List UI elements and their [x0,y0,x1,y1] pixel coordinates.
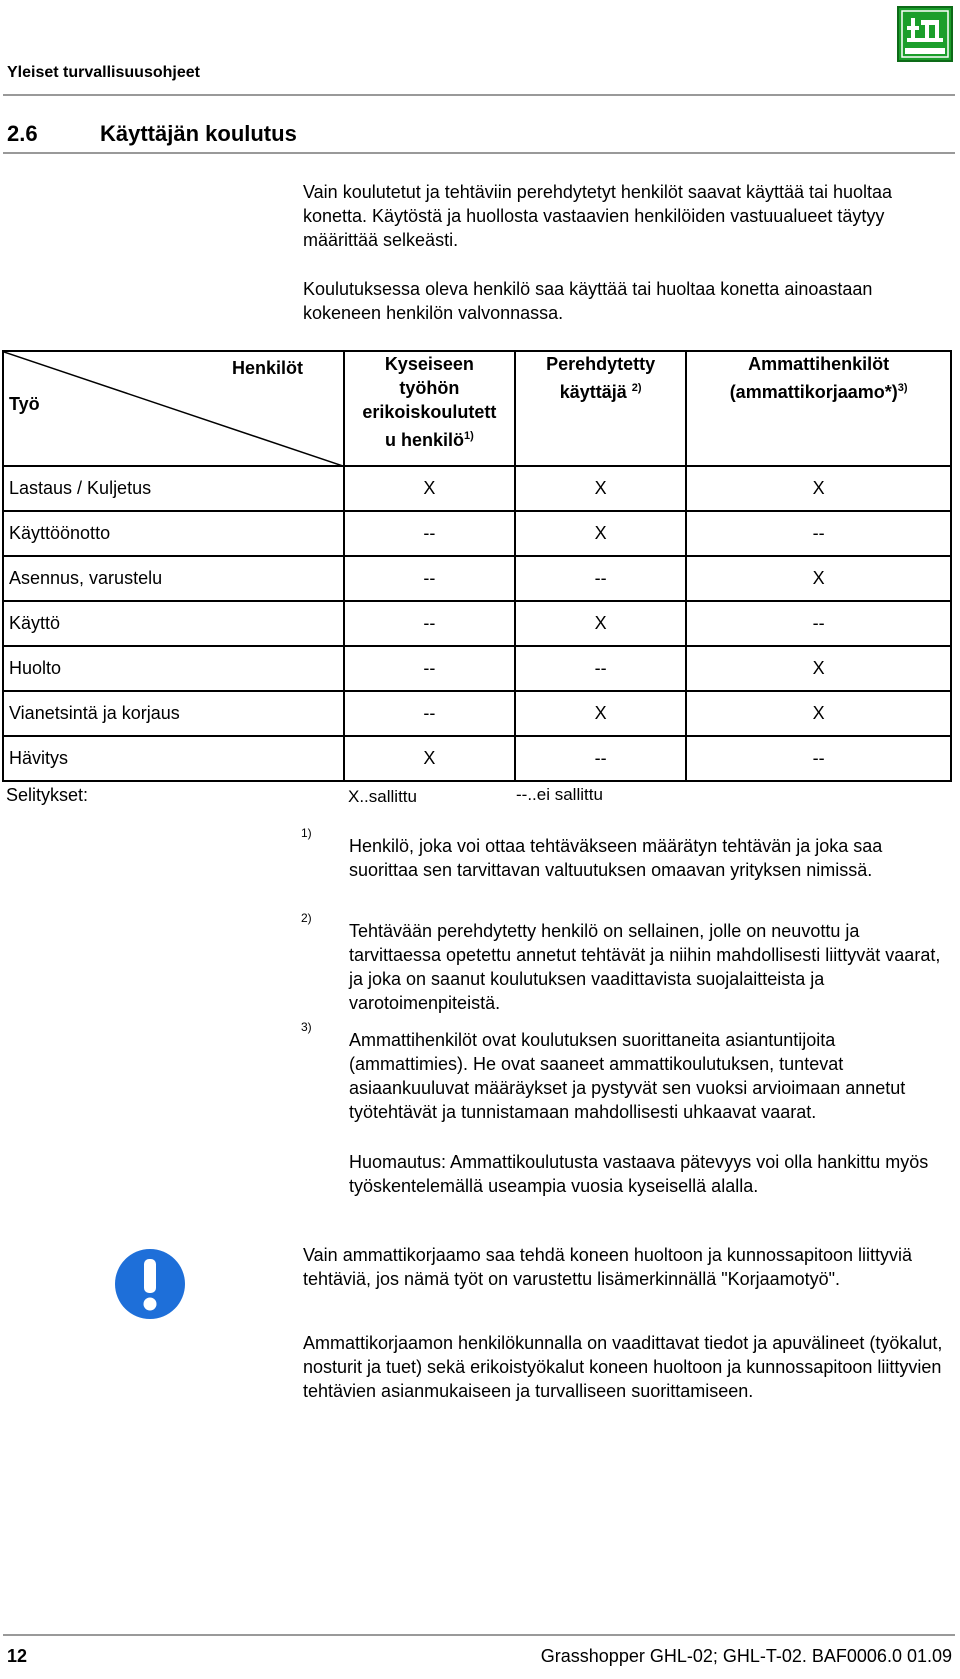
table-cell: -- [515,556,686,601]
table-row [3,466,951,511]
table-row [3,601,951,646]
column-header-line: Ammattihenkilöt [748,354,890,374]
column-header-line: Perehdytetty [546,354,656,374]
row-label: Hävitys [3,736,344,781]
corner-label-henkilot: Henkilöt [232,358,304,378]
table-cell: -- [515,736,686,781]
legend-label: Selitykset: [6,785,89,805]
table-cell: -- [686,511,951,556]
table-cell: X [515,691,686,736]
footnote-number: 3) [301,1020,312,1034]
table-cell: X [686,556,951,601]
table-cell: -- [686,736,951,781]
intro-paragraph-1: Vain koulutetut ja tehtäviin perehdytetyt henkilöt saavat käyttää tai huoltaa konetta. Käytöstä ja huollosta vastaavien henkilöiden vastuualueet täytyy määrittää selkeästi. [303,182,893,250]
document-reference: Grasshopper GHL-02; GHL-T-02. BAF0006.0 01.09 [540,1646,952,1666]
table-cell: X [515,601,686,646]
work-permission-table [2,350,952,782]
page-number: 12 [7,1646,28,1666]
row-label: Asennus, varustelu [3,556,344,601]
column-header-line: työhön [399,378,460,398]
table-corner-cell [3,351,344,466]
table-cell: X [686,466,951,511]
footnote-text: Ammattihenkilöt ovat koulutuksen suorittaneita asiantuntijoita (ammattimies). He ovat saaneet ammattikoulutuksen, tuntevat asiaankuuluvat määräykset ja pystyvät sen vuoksi arvioimaan annetut työtehtävät ja tunnistamaan mahdollisesti uhkaavat vaarat. [349,1030,906,1122]
table-row [3,511,951,556]
header-rule [3,94,955,96]
legend-not-allowed: --..ei sallittu [516,785,603,804]
table-header-row [3,351,951,466]
amazone-logo [897,6,953,62]
table-cell: -- [344,601,515,646]
warning-paragraph-2: Ammattikorjaamon henkilökunnalla on vaadittavat tiedot ja apuvälineet (työkalut, nosturit ja tuet) sekä erikoistyökalut koneen huoltoon ja kunnossapitoon liittyvien tehtävien asianmukaiseen ja turvalliseen suorittamiseen. [303,1333,943,1401]
footnote-ref: 2) [631,382,642,394]
column-header-operator [515,351,686,466]
table-cell: X [344,466,515,511]
footnote-note: Huomautus: Ammattikoulutusta vastaava pätevyys voi olla hankittu myös työskentelemällä useampia vuosia kyseisellä alalla. [349,1152,929,1196]
warning-paragraph-1: Vain ammattikorjaamo saa tehdä koneen huoltoon ja kunnossapitoon liittyviä tehtäviä, jos nämä työt on varustettu lisämerkinnällä "Korjaamotyö". [303,1245,913,1289]
row-label: Lastaus / Kuljetus [3,466,344,511]
table-row [3,736,951,781]
table-cell: -- [344,511,515,556]
section-rule [3,152,955,154]
table-cell: X [344,736,515,781]
row-label: Käyttö [3,601,344,646]
legend-allowed: X..sallittu [348,787,417,806]
table-cell: -- [344,556,515,601]
footnote-ref: 3) [897,382,908,394]
row-label: Huolto [3,646,344,691]
section-number: 2.6 [7,121,38,146]
footnote-number: 1) [301,826,312,840]
running-title: Yleiset turvallisuusohjeet [7,64,200,81]
column-header-line: u henkilö [384,430,464,450]
table-cell: -- [515,646,686,691]
corner-label-tyo: Työ [9,394,40,414]
exclamation-icon [114,1248,186,1320]
column-header-line: käyttäjä [559,382,627,402]
table-cell: X [515,466,686,511]
column-header-line: erikoiskoulutett [362,402,497,422]
table-cell: X [686,691,951,736]
footer-rule [3,1634,955,1636]
footnote-text: Henkilö, joka voi ottaa tehtäväkseen määrätyn tehtävän ja joka saa suorittaa sen tarvittavan valtuutuksen omaavan yrityksen nimissä. [349,836,883,880]
section-title: Käyttäjän koulutus [100,121,297,146]
footnote-ref: 1) [463,430,474,442]
column-header-line: Kyseiseen [384,354,474,374]
column-header-professional [686,351,951,466]
table-cell: -- [686,601,951,646]
table-row [3,646,951,691]
table-row [3,691,951,736]
table-cell: -- [344,691,515,736]
intro-paragraph-2: Koulutuksessa oleva henkilö saa käyttää tai huoltaa konetta ainoastaan kokeneen henkilön valvonnassa. [303,279,873,323]
table-cell: -- [344,646,515,691]
column-header-specialist [344,351,515,466]
table-cell: X [686,646,951,691]
column-header-line: (ammattikorjaamo*) [729,382,898,402]
row-label: Käyttöönotto [3,511,344,556]
row-label: Vianetsintä ja korjaus [3,691,344,736]
footnote-text: Tehtävään perehdytetty henkilö on sellainen, jolle on neuvottu ja tarvittaessa opetettu annetut tehtävät ja niihin mahdollisesti liittyvät vaarat, ja joka on saanut koulutuksen vaadittavista suojalaitteista ja varotoimenpiteistä. [349,921,941,1013]
footnote-number: 2) [301,911,312,925]
table-row [3,556,951,601]
table-cell: X [515,511,686,556]
